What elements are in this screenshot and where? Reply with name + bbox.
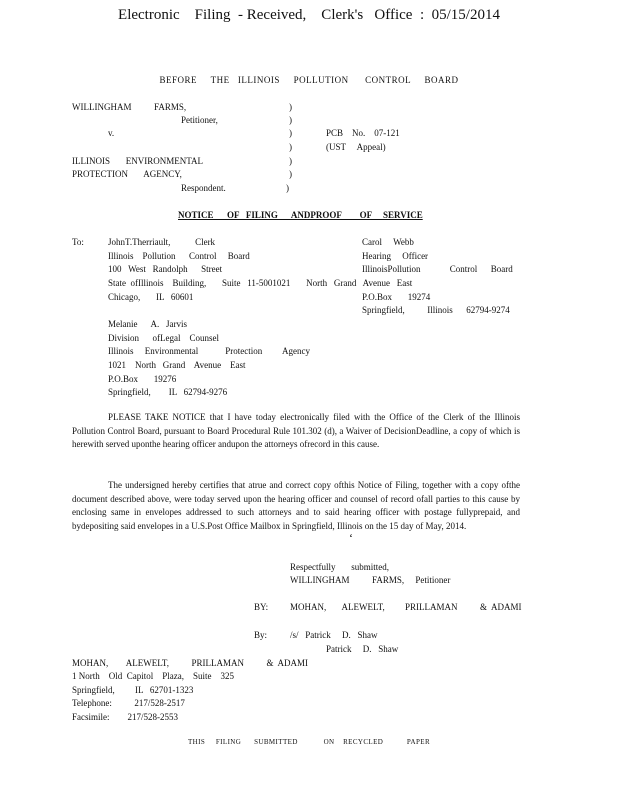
- by-label-2: By:: [254, 630, 268, 640]
- address-line: Chicago, IL 60601: [108, 292, 194, 302]
- address-line: 1021 North Grand Avenue East: [108, 360, 246, 370]
- notice-paragraph: PLEASE TAKE NOTICE that I have today electronically filed with the Office of the Clerk of the Illinois Pollution Control Board, pursuant to Board Procedural Rule 101.302 (d), a Waiver of DecisionDeadline, a copy of which is herewith served uponthe hearing officer andupon the attorneys ofrecord in this cause.: [72, 412, 520, 449]
- handwritten-mark: ʻ: [349, 531, 353, 545]
- address-line: Carol Webb: [362, 237, 414, 247]
- case-number: PCB No. 07-121: [326, 128, 400, 138]
- address-line: Division ofLegal Counsel: [108, 333, 219, 343]
- address-line: State ofIllinois Building, Suite 11-5001021 North Grand Avenue East: [108, 278, 413, 288]
- petitioner-role: Petitioner,: [181, 115, 218, 125]
- to-label: To:: [72, 237, 84, 247]
- respondent-role: Respondent.: [181, 183, 226, 193]
- address-line: Illinois Environmental Protection Agency: [108, 346, 310, 356]
- paren: ): [289, 128, 292, 138]
- notice-title: NOTICE OF FILING ANDPROOF OF SERVICE: [178, 210, 423, 220]
- board-title: BEFORE THE ILLINOIS POLLUTION CONTROL BOARD: [159, 75, 459, 85]
- address-line: P.O.Box 19276: [108, 374, 177, 384]
- respondent-line2: PROTECTION AGENCY,: [72, 169, 182, 179]
- firm-line: MOHAN, ALEWELT, PRILLAMAN & ADAMI: [72, 658, 308, 668]
- paren: ): [286, 183, 289, 193]
- paren: ): [289, 169, 292, 179]
- versus: v.: [108, 128, 115, 138]
- efiling-header: Electronic Filing - Received, Clerk's Office : 05/15/2014: [118, 7, 500, 23]
- address-line: Springfield, IL 62794-9276: [108, 387, 228, 397]
- certification-paragraph: The undersigned hereby certifies that atrue and correct copy ofthis Notice of Filing, together with a copy ofthe document described above, were today served upon the hearing officer and counsel of record ofall parties to this cause by enclosing same in envelopes addressed to such attorneys and to said hearing officer with postage fullyprepaid, and bydepositing said envelopes in a U.S.Post Office Mailbox in Springfield, Illinois on the 15 day of May, 2014.: [72, 480, 520, 531]
- by-label: BY:: [254, 602, 269, 612]
- electronic-signature: /s/ Patrick D. Shaw: [290, 630, 378, 640]
- firm-line: Facsimile: 217/528-2553: [72, 712, 178, 722]
- printed-name: Patrick D. Shaw: [326, 644, 399, 654]
- firm-line: Springfield, IL 62701-1323: [72, 685, 194, 695]
- case-type: (UST Appeal): [326, 142, 386, 152]
- paren: ): [289, 115, 292, 125]
- paren: ): [289, 102, 292, 112]
- address-line: Illinois Pollution Control Board: [108, 251, 250, 261]
- firm-line: Telephone: 217/528-2517: [72, 698, 185, 708]
- petitioner-name: WILLINGHAM FARMS,: [72, 102, 187, 112]
- recycled-paper-footer: THIS FILING SUBMITTED ON RECYCLED PAPER: [187, 738, 431, 746]
- paren: ): [289, 156, 292, 166]
- address-line: JohnT.Therriault, Clerk: [108, 237, 216, 247]
- respondent-line1: ILLINOIS ENVIRONMENTAL: [72, 156, 204, 166]
- submitting-party: WILLINGHAM FARMS, Petitioner: [290, 575, 451, 585]
- respectfully-submitted: Respectfully submitted,: [290, 562, 389, 572]
- address-line: Melanie A. Jarvis: [108, 319, 187, 329]
- firm-line: 1 North Old Capitol Plaza, Suite 325: [72, 671, 234, 681]
- law-firm: MOHAN, ALEWELT, PRILLAMAN & ADAMI: [290, 602, 522, 612]
- paren: ): [289, 142, 292, 152]
- address-line: Springfield, Illinois 62794-9274: [362, 305, 510, 315]
- address-line: 100 West Randolph Street: [108, 264, 223, 274]
- address-line: P.O.Box 19274: [362, 292, 431, 302]
- address-line: Hearing Officer: [362, 251, 429, 261]
- address-line: IllinoisPollution Control Board: [362, 264, 513, 274]
